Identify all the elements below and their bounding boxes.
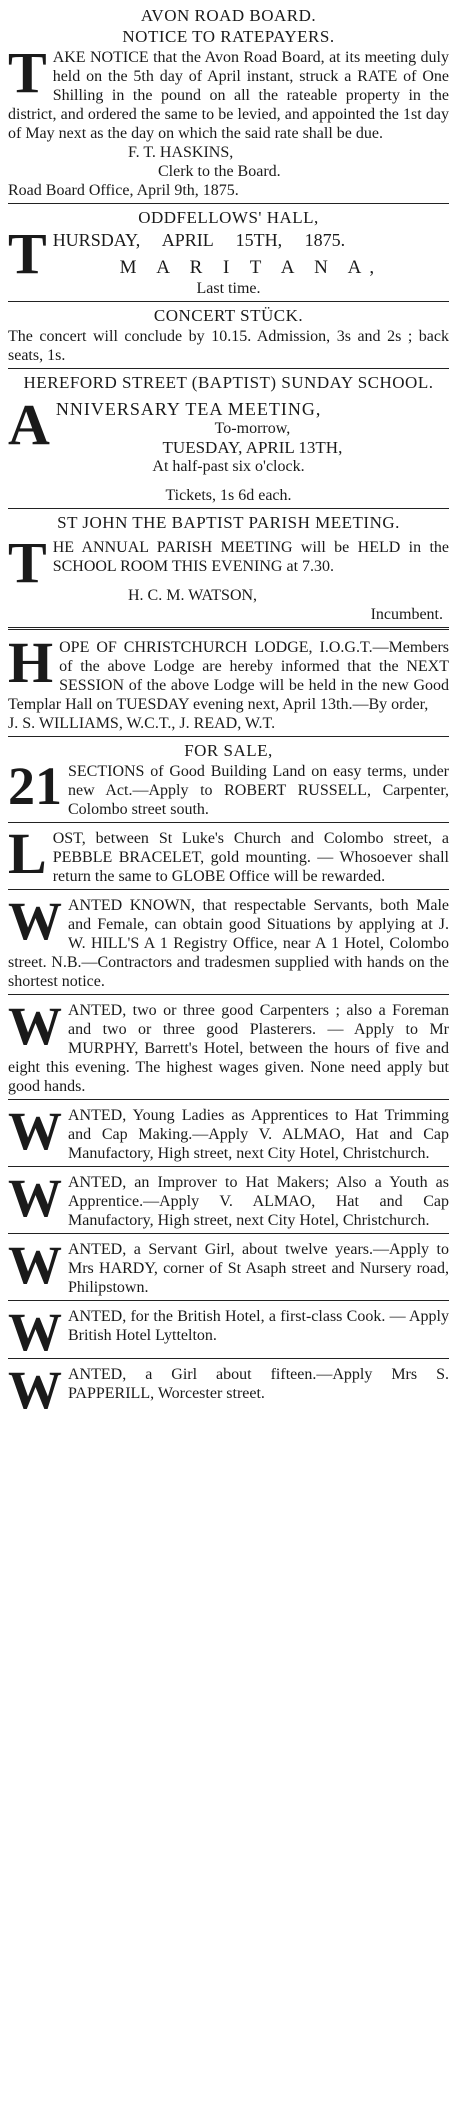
drop-capital: L <box>8 829 47 886</box>
ad-body <box>8 1173 449 1230</box>
signature: F. T. HASKINS, <box>128 144 234 161</box>
ad-text: ANTED, a Girl about fifteen.—Apply Mrs S. PAPPERILL, Worcester street. <box>68 1366 449 1402</box>
ad-body <box>8 762 449 819</box>
ad-text: ANTED, two or three good Carpenters ; also a Foreman and two or three good Plasterers. — Apply to Mr MURPHY, Barrett's Hotel, between the hours of five and eight this evening. The highest wages given. None need apply but good hands. <box>8 1002 449 1095</box>
ad-sunday-school <box>8 369 449 509</box>
ad-body <box>8 1307 449 1355</box>
drop-capital: T <box>8 48 47 105</box>
ad-text: OPE OF CHRISTCHURCH LODGE, I.O.G.T.—Members of the above Lodge are hereby informed that the NEXT SESSION of the above Lodge will be held in the new Good Templar Hall on TUESDAY evening next, April 13th.—By order, <box>8 639 449 713</box>
ad-text: ANTED, a Servant Girl, about twelve years.—Apply to Mrs HARDY, corner of St Asaph street and Nursery road, Philipstown. <box>68 1241 449 1296</box>
ad-body <box>8 48 449 143</box>
ad-body <box>8 1365 449 1413</box>
drop-capital: W <box>8 1173 62 1228</box>
drop-capital: T <box>8 538 47 586</box>
ad-text: The concert will conclude by 10.15. Admission, 3s and 2s ; back seats, 1s. <box>8 328 449 364</box>
ad-body <box>8 1240 449 1297</box>
ad-heading: AVON ROAD BOARD. <box>140 6 317 25</box>
ad-heading: CONCERT STÜCK. <box>153 306 304 325</box>
ad-concert-stuck <box>8 302 449 369</box>
ad-body <box>8 896 449 991</box>
drop-capital: W <box>8 1106 62 1161</box>
ad-body <box>8 400 449 476</box>
signature-title: Clerk to the Board. <box>158 163 281 180</box>
dateline: HURSDAY, APRIL 15TH, 1875. <box>52 230 346 250</box>
ad-oddfellows-hall <box>8 204 449 302</box>
tickets-price: Tickets, 1s 6d each. <box>165 487 292 504</box>
ad-subheading: NOTICE TO RATEPAYERS. <box>122 27 335 46</box>
ad-body <box>8 1106 449 1163</box>
ad-body <box>8 538 449 586</box>
performance-title: M A R I T A N A, <box>119 257 383 278</box>
ad-text: ANTED, Young Ladies as Apprentices to Hat Trimming and Cap Making.—Apply V. ALMAO, Hat and Cap Manufactory, High street, next City Hotel, Christchurch. <box>68 1107 449 1162</box>
ad-wanted-known <box>8 890 449 995</box>
drop-capital: W <box>8 1307 62 1355</box>
ad-heading: HEREFORD STREET (BAPTIST) SUNDAY SCHOOL. <box>23 373 434 392</box>
ad-wanted-carpenters <box>8 995 449 1100</box>
drop-capital: A <box>8 400 50 457</box>
drop-number: 21 <box>8 762 62 816</box>
ad-body <box>8 638 449 714</box>
ad-text: ANTED, an Improver to Hat Makers; Also a Youth as Apprentice.—Apply V. ALMAO, Hat and Cap Manufactory, High street, next City Hotel, Christchurch. <box>68 1174 449 1229</box>
event-date: TUESDAY, APRIL 13TH, <box>162 438 343 457</box>
ad-wanted-cook <box>8 1301 449 1359</box>
ad-wanted-girl <box>8 1359 449 1416</box>
drop-capital: W <box>8 896 62 951</box>
ad-text: SECTIONS of Good Building Land on easy terms, under new Act.—Apply to ROBERT RUSSELL, Carpenter, Colombo street south. <box>68 763 449 818</box>
event-title: NNIVERSARY TEA MEETING, <box>55 400 322 419</box>
ad-lost-bracelet <box>8 823 449 890</box>
ad-wanted-apprentices <box>8 1100 449 1167</box>
ad-heading: ODDFELLOWS' HALL, <box>138 208 319 227</box>
ad-avon-road-board <box>8 2 449 204</box>
signature: H. C. M. WATSON, <box>128 587 258 604</box>
ad-signoff: J. S. WILLIAMS, W.C.T., J. READ, W.T. <box>8 715 276 732</box>
ad-text: ANTED, for the British Hotel, a first-class Cook. — Apply British Hotel Lyttelton. <box>68 1308 449 1344</box>
ad-heading: FOR SALE, <box>184 741 273 760</box>
ad-christchurch-lodge <box>8 630 449 737</box>
event-time: At half-past six o'clock. <box>152 458 305 475</box>
drop-capital: T <box>8 229 47 286</box>
drop-capital: W <box>8 1365 62 1413</box>
ad-body <box>8 229 449 298</box>
ad-text: OST, between St Luke's Church and Colombo street, a PEBBLE BRACELET, gold mounting. — Whosoever shall return the same to GLOBE Office will be rewarded. <box>52 830 449 885</box>
ad-wanted-improver <box>8 1167 449 1234</box>
drop-capital: W <box>8 1240 62 1295</box>
ad-text: HE ANNUAL PARISH MEETING will be HELD in the SCHOOL ROOM THIS EVENING at 7.30. <box>52 539 449 575</box>
performance-note: Last time. <box>196 280 261 297</box>
ad-body <box>8 1001 449 1096</box>
drop-capital: H <box>8 638 54 695</box>
ad-heading: ST JOHN THE BAPTIST PARISH MEETING. <box>57 513 400 532</box>
drop-capital: W <box>8 1001 62 1056</box>
event-day: To-morrow, <box>214 420 291 437</box>
ad-parish-meeting <box>8 509 449 630</box>
ad-wanted-servant-girl <box>8 1234 449 1301</box>
ad-text: ANTED KNOWN, that respectable Servants, both Male and Female, can obtain good Situations by applying at J. W. HILL'S A 1 Registry Office, near A 1 Hotel, Colombo street. N.B.—Contractors and tradesmen supplied with hands on the shortest notice. <box>8 897 449 990</box>
signature-title: Incumbent. <box>370 606 443 623</box>
ad-footer: Road Board Office, April 9th, 1875. <box>8 182 239 199</box>
ad-text: AKE NOTICE that the Avon Road Board, at its meeting duly held on the 5th day of April instant, struck a RATE of One Shilling in the pound on all the rateable property in the district, and ordered the same to be levied, and appointed the 1st day of May next as the day on which the said rate shall be due. <box>8 49 449 142</box>
ad-for-sale <box>8 737 449 823</box>
ad-body <box>8 829 449 886</box>
